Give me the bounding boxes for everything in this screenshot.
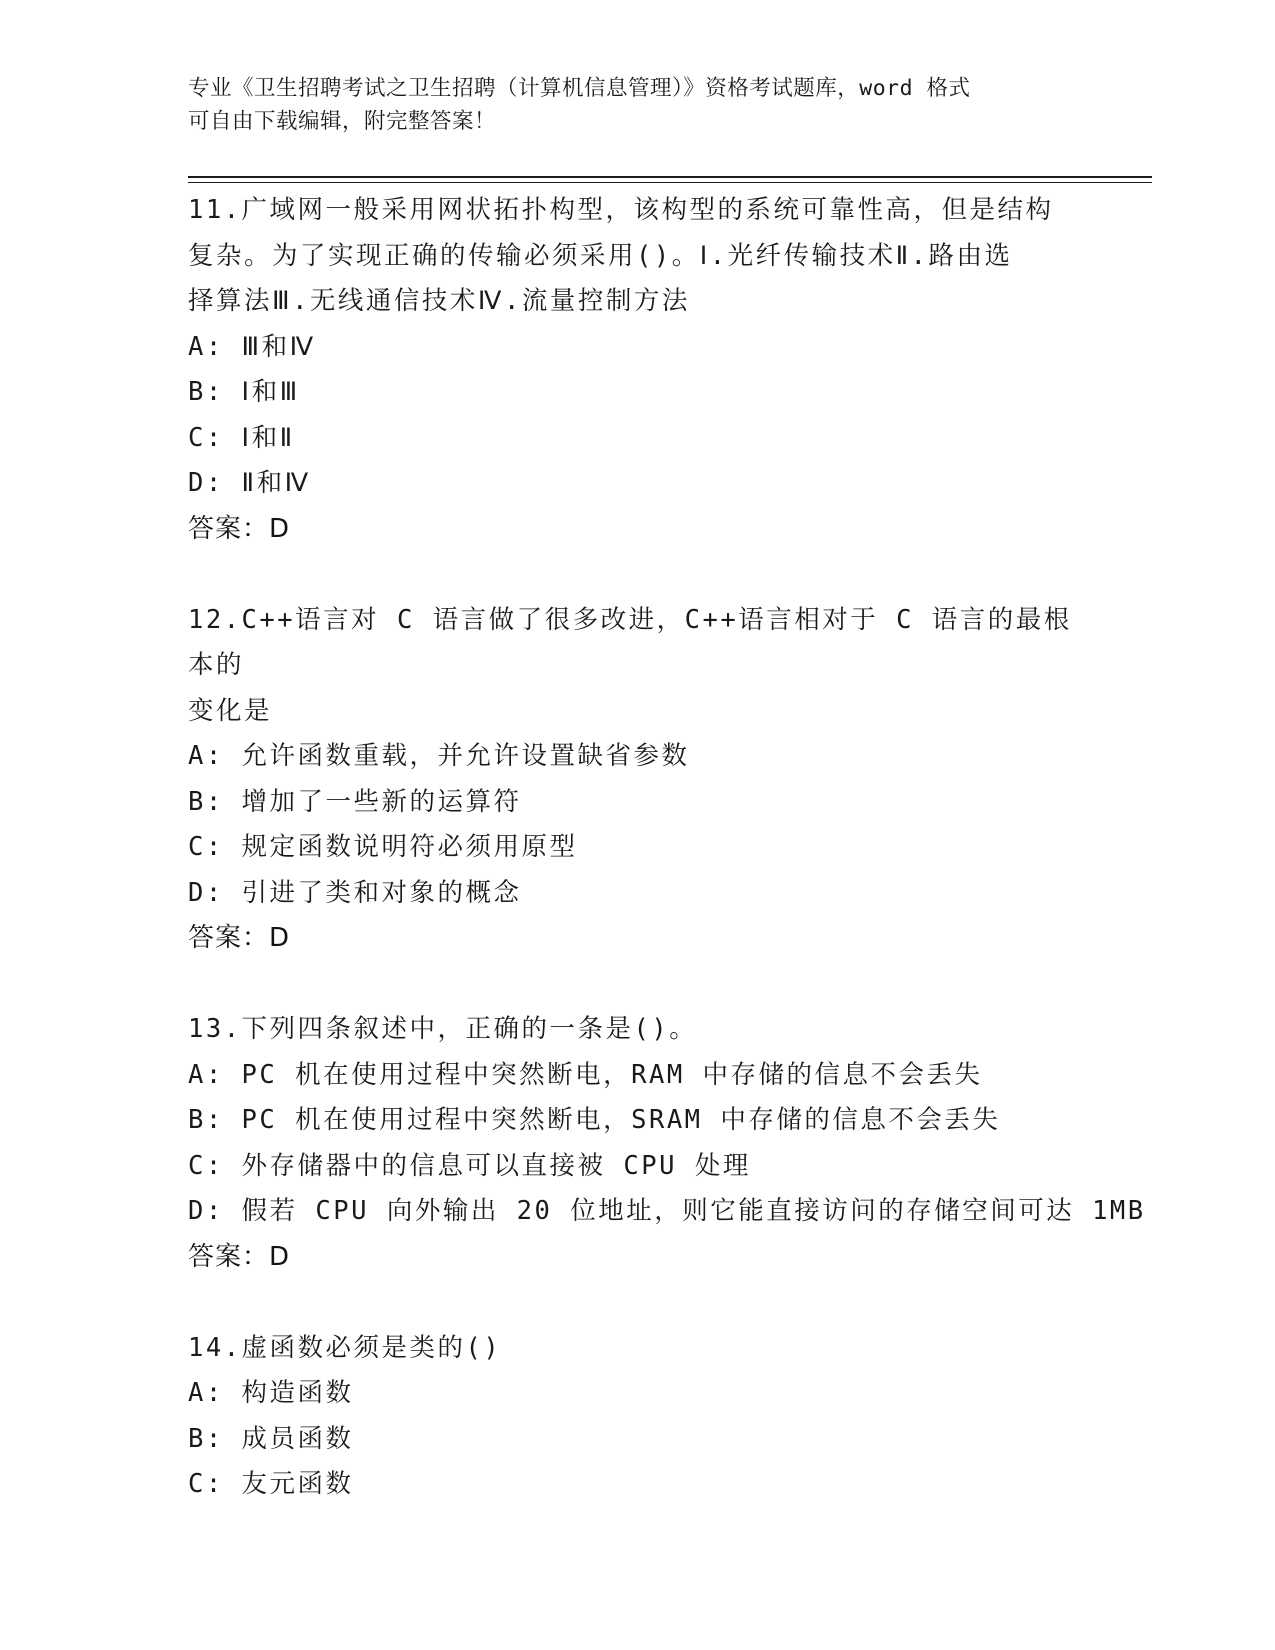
question-stem-line: 12.C++语言对 C 语言做了很多改进，C++语言相对于 C 语言的最根本的 [188,604,1072,680]
option-d: D: 假若 CPU 向外输出 20 位地址，则它能直接访问的存储空间可达 1MB [188,1196,1146,1226]
question-11 [188,188,1088,552]
question-stem-line: 复杂。为了实现正确的传输必须采用()。Ⅰ.光纤传输技术Ⅱ.路由选 [188,240,1013,271]
question-stem-line: 变化是 [188,695,273,726]
question-12 [188,598,1088,962]
option-d: D: Ⅱ和Ⅳ [188,468,311,498]
question-stem-line: 择算法Ⅲ.无线通信技术Ⅳ.流量控制方法 [188,286,690,316]
option-b: B: 增加了一些新的运算符 [188,786,522,817]
question-spacer [188,552,1088,598]
header-line-1: 专业《卫生招聘考试之卫生招聘（计算机信息管理）》资格考试题库，word 格式 [188,76,971,101]
question-spacer [188,1280,1088,1326]
option-c: C: 规定函数说明符必须用原型 [188,832,578,862]
header-line-2: 可自由下载编辑，附完整答案！ [188,109,497,134]
option-c: C: Ⅰ和Ⅱ [188,422,295,453]
header-divider-thin [188,182,1152,183]
option-c: C: 外存储器中的信息可以直接被 CPU 处理 [188,1150,751,1181]
question-stem-line: 11.广域网一般采用网状拓扑构型，该构型的系统可靠性高，但是结构 [188,195,1054,225]
option-b: B: 成员函数 [188,1423,354,1454]
question-stem-line: 13.下列四条叙述中，正确的一条是()。 [188,1014,698,1044]
option-a: A: 允许函数重载，并允许设置缺省参数 [188,741,690,771]
question-13 [188,1007,1146,1280]
answer-line: 答案：D [188,923,291,953]
answer-line: 答案：D [188,513,291,544]
document-header [188,72,1068,138]
question-spacer [188,962,1088,1008]
header-divider-thick [188,176,1152,178]
answer-line: 答案：D [188,1241,291,1272]
option-b: B: PC 机在使用过程中突然断电，SRAM 中存储的信息不会丢失 [188,1105,1001,1135]
option-d: D: 引进了类和对象的概念 [188,877,522,908]
question-14 [188,1326,1088,1508]
question-stem-line: 14.虚函数必须是类的() [188,1332,502,1363]
option-a: A: PC 机在使用过程中突然断电，RAM 中存储的信息不会丢失 [188,1059,983,1090]
question-list [188,188,1146,1508]
option-b: B: Ⅰ和Ⅲ [188,377,300,407]
option-c: C: 友元函数 [188,1469,354,1499]
option-a: A: Ⅲ和Ⅳ [188,331,316,362]
option-a: A: 构造函数 [188,1378,354,1408]
